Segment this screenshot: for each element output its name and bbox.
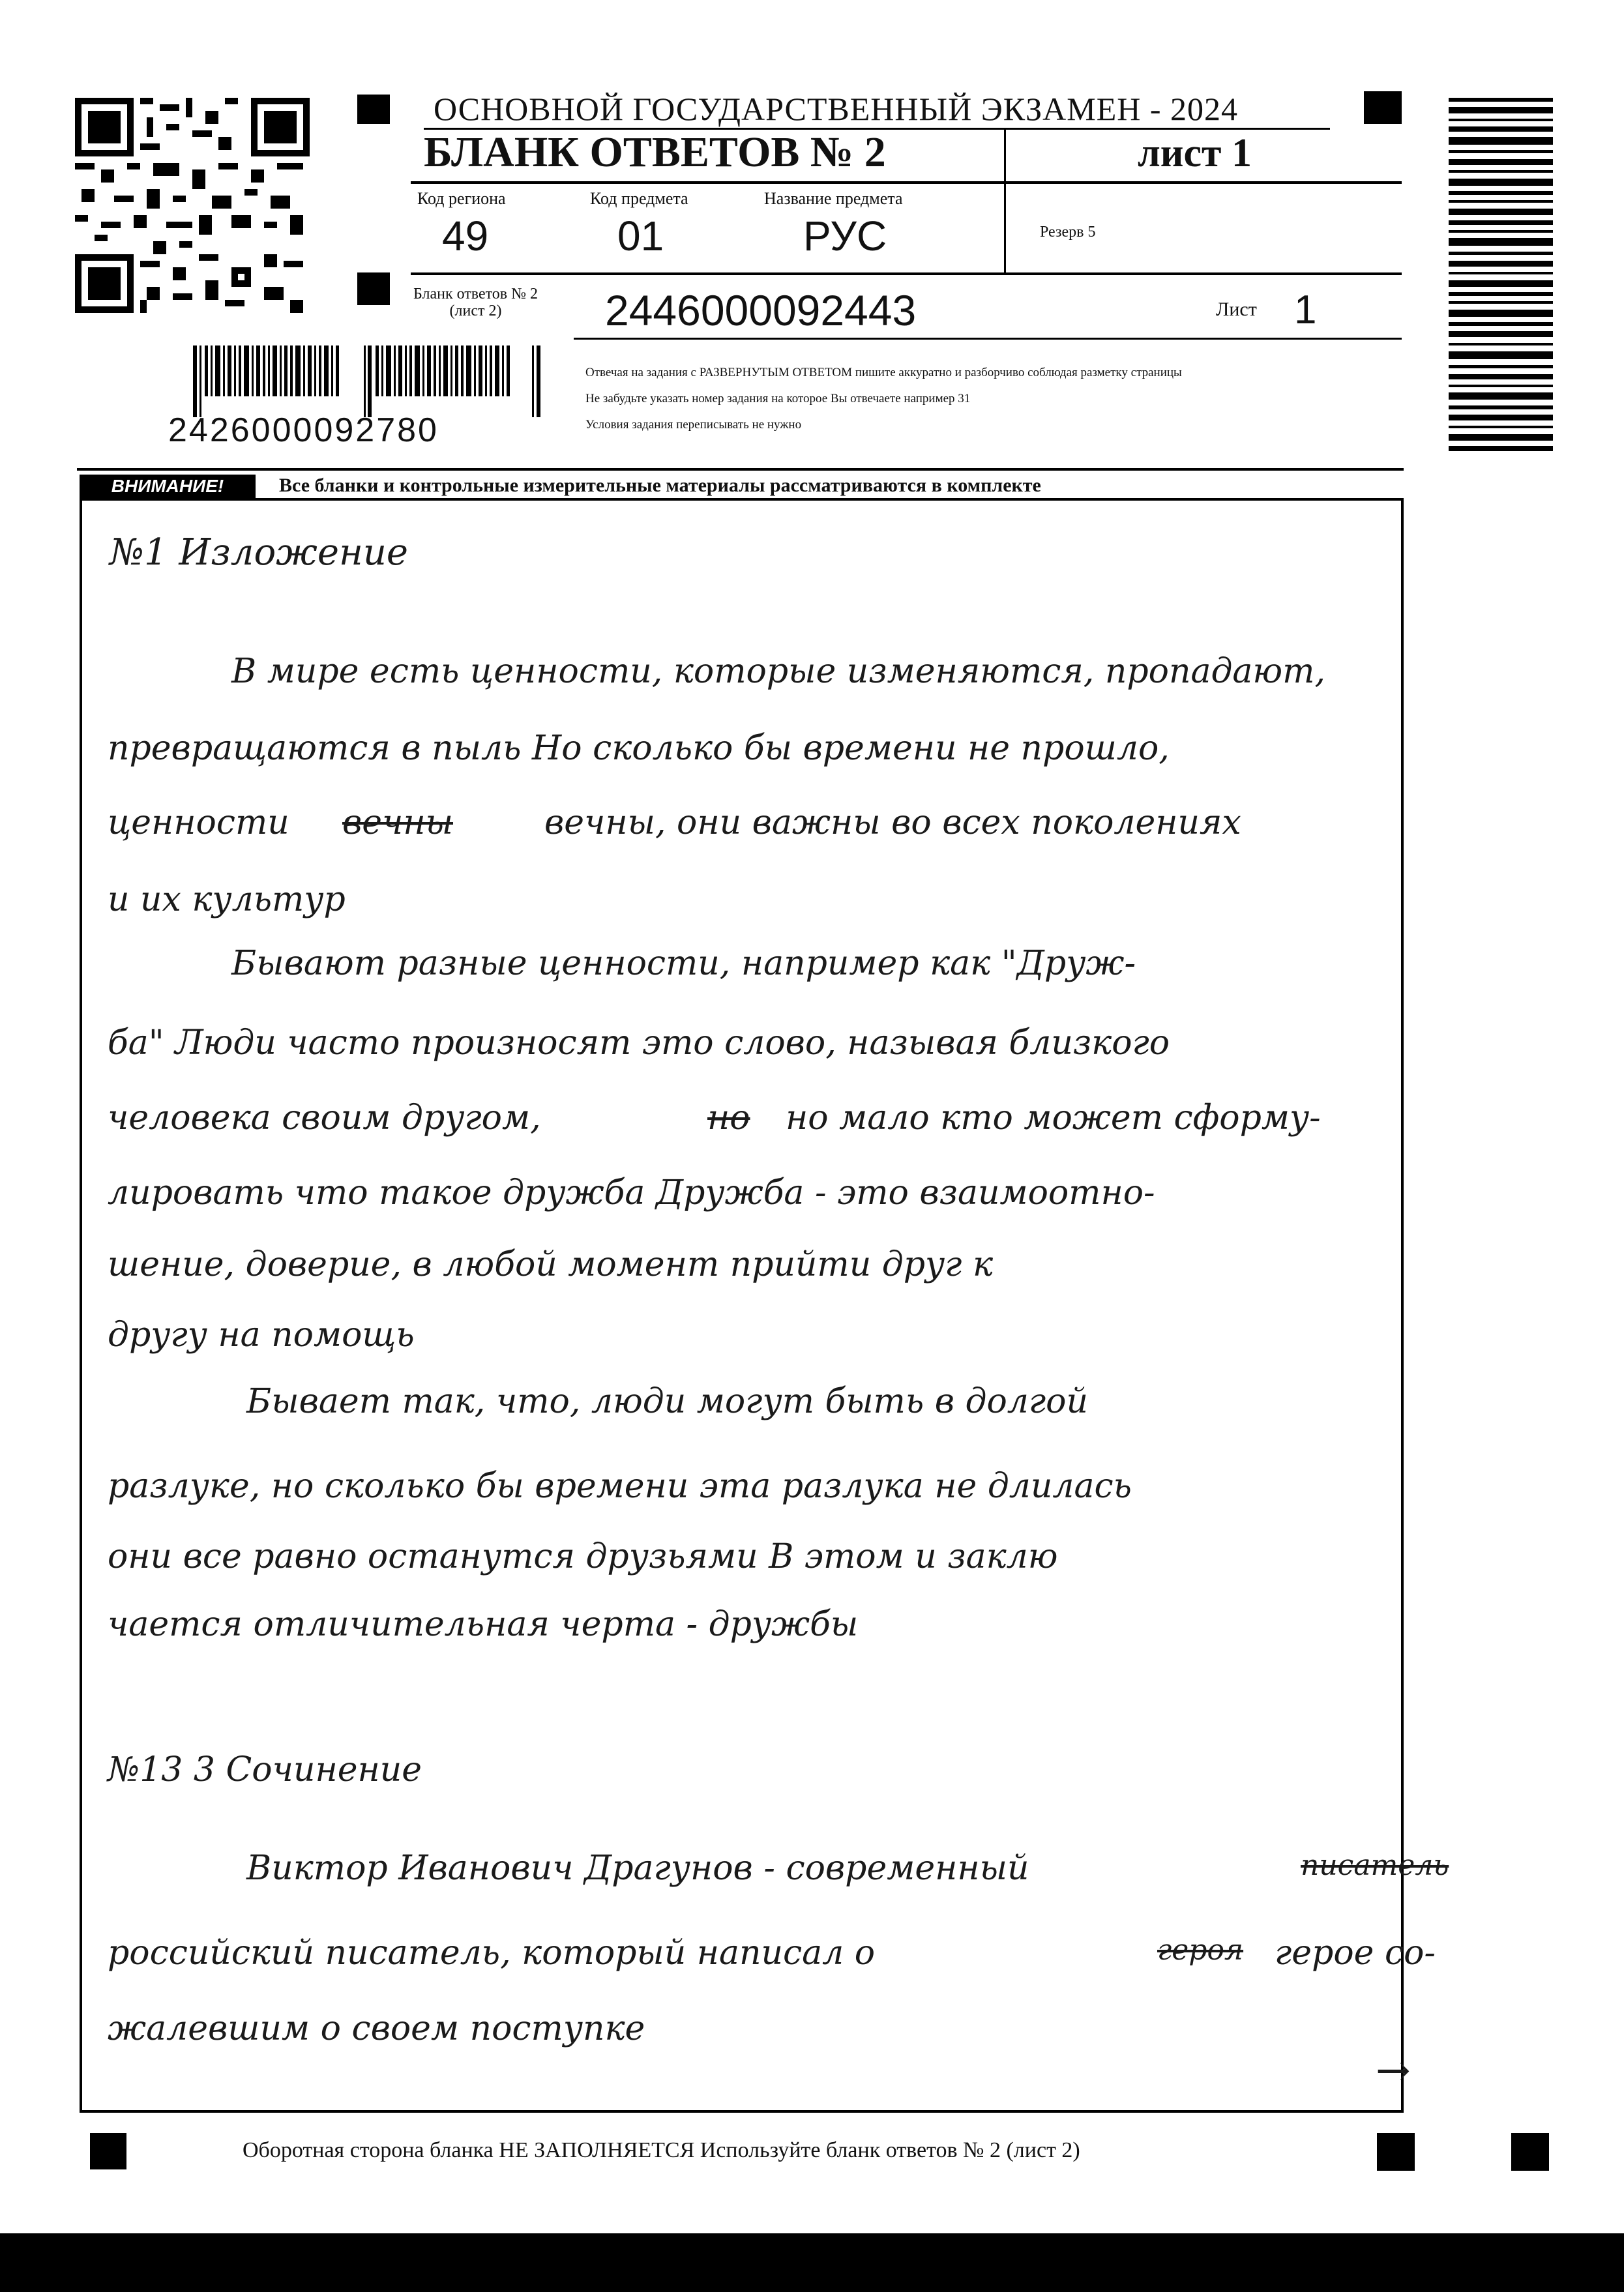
- exam-title: ОСНОВНОЙ ГОСУДАРСТВЕННЫЙ ЭКЗАМЕН - 2024: [434, 91, 1238, 127]
- answer-line: Виктор Иванович Драгунов - современный: [246, 1849, 1029, 1888]
- subject-name-value: РУС: [803, 213, 887, 259]
- answer-line: В мире есть ценности, которые изменяются, пропадают,: [231, 652, 1326, 691]
- qr-code: [75, 98, 310, 313]
- list-number: 1: [1294, 287, 1317, 332]
- answer-line: и их культур: [108, 880, 346, 919]
- crossed-out-word: но: [707, 1098, 750, 1138]
- registration-mark: [1377, 2133, 1415, 2171]
- crossed-out-word: писатель: [1301, 1849, 1449, 1882]
- divider: [574, 338, 1402, 340]
- registration-mark: [1511, 2133, 1549, 2171]
- answer-line: №1 Изложение: [110, 531, 409, 574]
- answer-line: но мало кто может сформу-: [786, 1098, 1321, 1138]
- barcode: [193, 345, 545, 417]
- subject-name-label: Название предмета: [764, 189, 903, 208]
- divider: [77, 468, 1404, 471]
- registration-mark: [90, 2133, 126, 2169]
- answer-line: они все равно останутся друзьями В этом и заклю: [108, 1537, 1058, 1576]
- region-code-label: Код региона: [417, 189, 506, 208]
- form-title: БЛАНК ОТВЕТОВ № 2: [424, 128, 886, 176]
- answer-line: российский писатель, который написал о: [108, 1933, 876, 1973]
- answer-line: ценности: [108, 803, 289, 842]
- footer-text: Оборотная сторона бланка НЕ ЗАПОЛНЯЕТСЯ Используйте бланк ответов № 2 (лист 2): [243, 2138, 1080, 2162]
- answer-line: другу на помощь: [108, 1315, 415, 1355]
- sheet-label: лист 1: [1138, 131, 1252, 175]
- registration-mark: [357, 272, 390, 305]
- divider: [411, 272, 1402, 275]
- answer-line: Бывают разные ценности, например как "Друж-: [231, 944, 1136, 983]
- answer-line: лировать что такое дружба Дружба - это взаимоотно-: [108, 1173, 1155, 1212]
- sheet2-number: 2446000092443: [605, 286, 917, 334]
- instruction-line: Отвечая на задания с РАЗВЕРНУТЫМ ОТВЕТОМ пишите аккуратно и разборчиво соблюдая разметку страницы: [585, 366, 1182, 379]
- answer-line: Бывает так, что, люди могут быть в долгой: [246, 1382, 1088, 1421]
- divider: [411, 181, 1402, 184]
- answer-line: человека своим другом,: [108, 1098, 541, 1138]
- answer-line: шение, доверие, в любой момент прийти друг к: [108, 1245, 994, 1284]
- instruction-line: Условия задания переписывать не нужно: [585, 418, 802, 432]
- instruction-line: Не забудьте указать номер задания на которое Вы отвечаете например 31: [585, 392, 971, 405]
- region-code-value: 49: [442, 213, 489, 259]
- registration-mark: [357, 95, 390, 124]
- instructions: [585, 360, 1182, 438]
- answer-line: ба" Люди часто произносят это слово, называя близкого: [108, 1023, 1170, 1063]
- list-label: Лист: [1216, 299, 1257, 320]
- continue-arrow: →: [1376, 2047, 1411, 2095]
- answer-line: разлуке, но сколько бы времени эта разлука не длилась: [108, 1467, 1132, 1506]
- answer-line: превращаются в пыль Но сколько бы времени не прошло,: [108, 729, 1170, 768]
- warning-badge: ВНИМАНИЕ!: [80, 475, 256, 498]
- crossed-out-word: вечны: [342, 803, 453, 842]
- divider: [1004, 129, 1006, 274]
- sheet2-label-line1: Бланк ответов № 2: [413, 286, 539, 302]
- answer-line: №13 3 Сочинение: [108, 1750, 422, 1789]
- answer-line: чается отличительная черта - дружбы: [108, 1605, 859, 1644]
- barcode-number: 2426000092780: [168, 411, 439, 449]
- subject-code-value: 01: [617, 213, 664, 259]
- subject-code-label: Код предмета: [590, 189, 688, 208]
- reserve-label: Резерв 5: [1040, 224, 1096, 241]
- sheet2-label: [413, 286, 538, 319]
- answer-line: герое со-: [1275, 1933, 1436, 1973]
- answer-line: вечны, они важны во всех поколениях: [544, 803, 1241, 842]
- side-barcode: [1449, 98, 1553, 456]
- registration-mark: [1364, 91, 1402, 124]
- warning-text: Все бланки и контрольные измерительные материалы рассматриваются в комплекте: [279, 475, 1041, 496]
- answer-line: жалевшим о своем поступке: [108, 2009, 645, 2048]
- crossed-out-word: героя: [1157, 1933, 1244, 1967]
- scan-border: [0, 2233, 1624, 2292]
- sheet2-label-line2: (лист 2): [449, 302, 502, 319]
